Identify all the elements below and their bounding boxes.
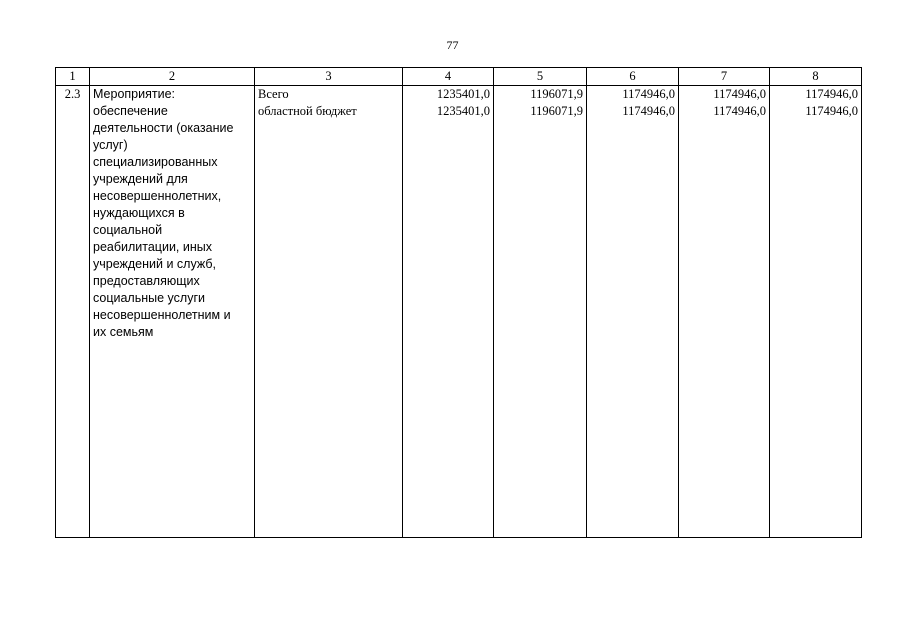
description-line: учреждений для [93, 172, 188, 186]
description-line: Мероприятие: [93, 87, 176, 101]
value-cell: 1174946,0 [805, 87, 858, 101]
description-line: социальной [93, 223, 163, 237]
description-line: их семьям [93, 325, 154, 339]
description-line: обеспечение [93, 104, 168, 118]
description-line: социальные услуги [93, 291, 205, 305]
description-line: несовершеннолетних, [93, 189, 222, 203]
source-regional-budget: областной бюджет [258, 104, 357, 118]
values-col-5 [494, 86, 587, 538]
description-line: несовершеннолетним и [93, 308, 231, 322]
value-cell: 1174946,0 [622, 87, 675, 101]
source-total: Всего [258, 87, 289, 101]
description-line: деятельности (оказание [93, 121, 234, 135]
column-header-8: 8 [770, 68, 862, 86]
column-number-row [56, 68, 862, 86]
value-cell: 1174946,0 [622, 104, 675, 118]
value-cell: 1196071,9 [530, 87, 583, 101]
column-header-2: 2 [90, 68, 255, 86]
value-cell: 1235401,0 [436, 87, 490, 101]
column-header-1: 1 [56, 68, 90, 86]
column-header-3: 3 [255, 68, 403, 86]
value-cell: 1174946,0 [713, 104, 766, 118]
table-row [56, 86, 862, 538]
page-number: 77 [446, 38, 459, 52]
description-line: реабилитации, иных [93, 240, 213, 254]
column-header-7: 7 [679, 68, 770, 86]
funding-sources [255, 86, 403, 538]
column-header-5: 5 [494, 68, 587, 86]
value-cell: 1196071,9 [530, 104, 583, 118]
column-header-6: 6 [587, 68, 679, 86]
description-line: нуждающихся в [93, 206, 185, 220]
values-col-6 [587, 86, 679, 538]
budget-table [55, 67, 862, 538]
column-header-4: 4 [403, 68, 494, 86]
value-cell: 1174946,0 [713, 87, 766, 101]
description-line: услуг) [93, 138, 128, 152]
value-cell: 1235401,0 [436, 104, 490, 118]
values-col-7 [679, 86, 770, 538]
row-index: 2.3 [56, 86, 90, 538]
row-description [90, 86, 255, 538]
value-cell: 1174946,0 [805, 104, 858, 118]
description-line: предоставляющих [93, 274, 200, 288]
values-col-8 [770, 86, 862, 538]
values-col-4 [403, 86, 494, 538]
description-line: специализированных [93, 155, 218, 169]
description-line: учреждений и служб, [93, 257, 216, 271]
